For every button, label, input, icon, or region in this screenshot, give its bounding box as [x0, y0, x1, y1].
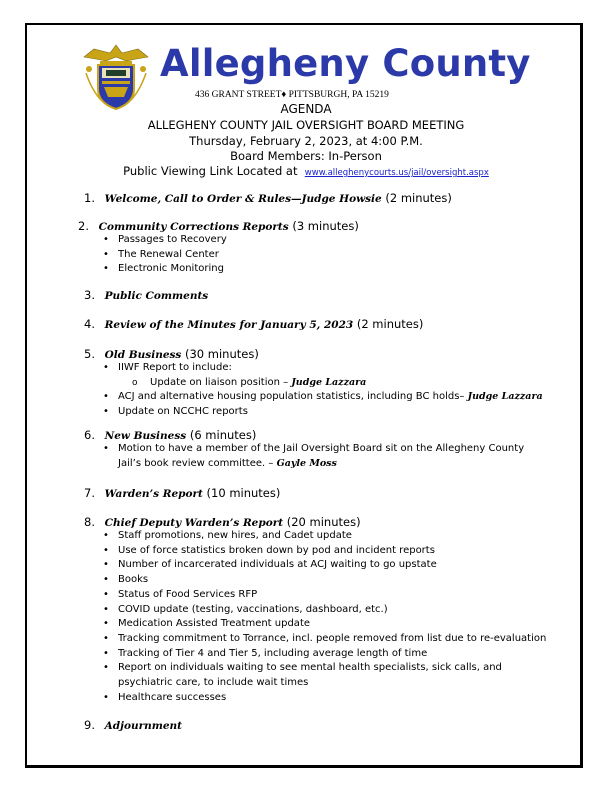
board-title: ALLEGHENY COUNTY JAIL OVERSIGHT BOARD MEETING: [147, 118, 465, 132]
agenda-item-4: [84, 317, 423, 331]
list-item: • Electronic Monitoring: [100, 262, 227, 277]
agenda-item-9: [84, 718, 182, 732]
address: 436 GRANT STREET♦ PITTSBURGH, PA 15219: [195, 90, 389, 100]
item-number: 2.: [78, 219, 89, 233]
item-number: 5.: [84, 347, 95, 361]
list-item-text: IIWF Report to include:: [118, 362, 232, 373]
agenda-item-8: [84, 515, 361, 529]
item-title: Public Comments: [104, 290, 209, 302]
sub-item-text: Update on liaison position –: [150, 376, 289, 388]
item-time: (2 minutes): [385, 191, 452, 205]
list-item: • The Renewal Center: [100, 248, 227, 263]
item-title: Warden’s Report: [104, 488, 203, 500]
list-item: • Update on NCCHC reports: [100, 405, 543, 420]
list-item: • Tracking commitment to Torrance, incl. people removed from list due to re-evaluation: [100, 632, 548, 647]
list-item: • Healthcare successes: [100, 691, 548, 706]
list-item: • Number of incarcerated individuals at ACJ waiting to go upstate: [100, 558, 548, 573]
list-item: [100, 442, 548, 471]
agenda-item-1: [84, 191, 452, 205]
list-item: • Tracking of Tier 4 and Tier 5, including average length of time: [100, 647, 548, 662]
item-time: (2 minutes): [356, 317, 424, 331]
item-number: 6.: [84, 428, 95, 442]
list-item: • Staff promotions, new hires, and Cadet update: [100, 529, 548, 544]
list-item: • Status of Food Services RFP: [100, 588, 548, 603]
board-members: Board Members: In-Person: [230, 149, 382, 163]
item-time: (10 minutes): [206, 486, 281, 500]
list-item: • COVID update (testing, vaccinations, dashboard, etc.): [100, 603, 548, 618]
item-time: (3 minutes): [292, 219, 359, 233]
item-title: Adjournment: [104, 720, 183, 732]
list-item-text: Motion to have a member of the Jail Oversight Board sit on the Allegheny County Jail’s book review committee. –: [118, 443, 525, 469]
agenda-heading: AGENDA: [280, 102, 332, 116]
agenda-item-2: [78, 219, 359, 233]
agenda-item-3: [84, 288, 208, 302]
list-item: [100, 361, 543, 390]
list-item-text: ACJ and alternative housing population statistics, including BC holds–: [118, 391, 465, 403]
agenda-item-6: [84, 428, 256, 442]
list-item: [100, 390, 543, 405]
item-number: 9.: [84, 718, 95, 732]
viewing-link[interactable]: www.alleghenycourts.us/jail/oversight.aspx: [304, 168, 489, 178]
item-5-list: [100, 361, 543, 420]
item-8-list: [100, 529, 548, 705]
item-title: Welcome, Call to Order & Rules—Judge Howsie: [104, 193, 382, 205]
item-6-list: [100, 442, 548, 471]
item-number: 1.: [84, 191, 95, 205]
meeting-datetime: Thursday, February 2, 2023, at 4:00 P.M.: [189, 134, 423, 148]
item-number: 3.: [84, 288, 95, 302]
viewing-line: [0, 164, 612, 178]
item-title: New Business: [104, 430, 187, 442]
item-number: 8.: [84, 515, 95, 529]
item-title: Old Business: [104, 349, 182, 361]
item-time: (20 minutes): [286, 515, 361, 529]
item-time: (30 minutes): [185, 347, 259, 361]
list-item: • Medication Assisted Treatment update: [100, 617, 548, 632]
item-title: Review of the Minutes for January 5, 2023: [104, 319, 354, 331]
responsible-person: Judge Lazzara: [467, 391, 543, 403]
viewing-label: Public Viewing Link Located at: [123, 164, 298, 178]
sub-list: [132, 376, 543, 391]
list-item: • Use of force statistics broken down by pod and incident reports: [100, 544, 548, 559]
list-item: • Report on individuals waiting to see mental health specialists, sick calls, and psychiatric care, to include wait times: [100, 661, 548, 690]
item-time: (6 minutes): [189, 428, 257, 442]
responsible-person: Gayle Moss: [276, 457, 337, 469]
agenda-item-5: [84, 347, 259, 361]
item-2-list: [100, 233, 227, 277]
item-title: Community Corrections Reports: [98, 221, 289, 233]
county-name: Allegheny County: [160, 42, 531, 85]
list-item: • Passages to Recovery: [100, 233, 227, 248]
item-number: 4.: [84, 317, 95, 331]
item-title: Chief Deputy Warden’s Report: [104, 517, 284, 529]
list-item: • Books: [100, 573, 548, 588]
sub-list-item: [132, 376, 543, 391]
agenda-item-7: [84, 486, 280, 500]
responsible-person: Judge Lazzara: [291, 376, 367, 388]
item-number: 7.: [84, 486, 95, 500]
